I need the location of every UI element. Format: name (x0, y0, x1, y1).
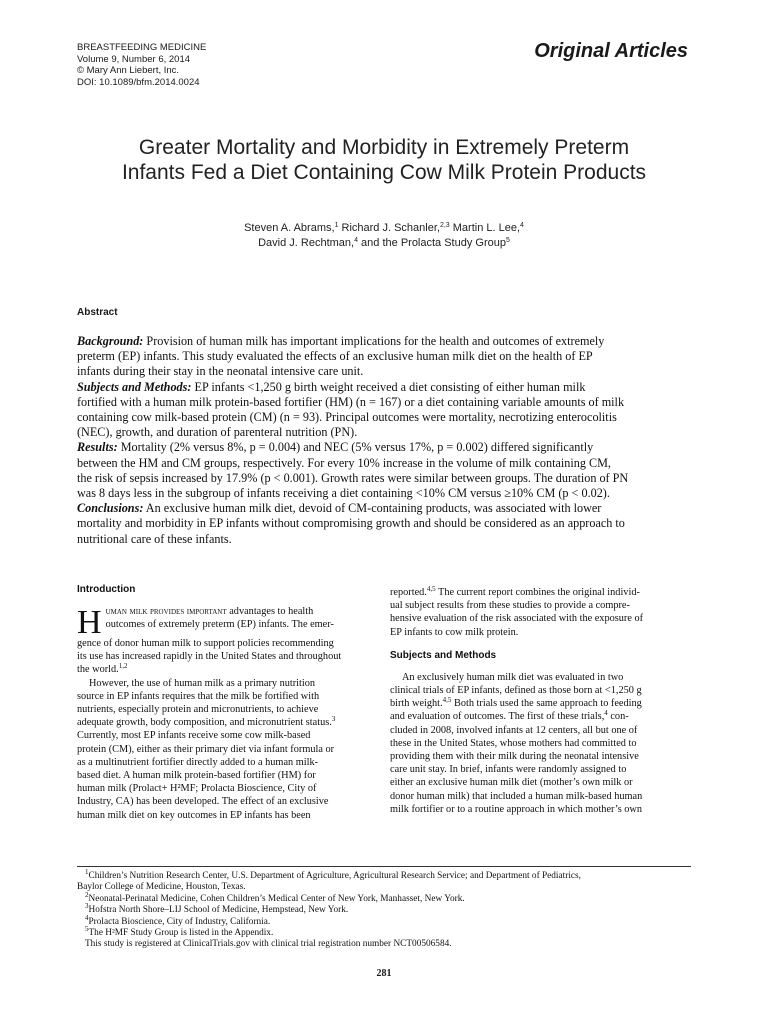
abstract-line: Subjects and Methods: EP infants <1,250 g birth weight received a diet consisting of either human milk (77, 379, 586, 394)
author-lee: Martin L. Lee, (449, 222, 521, 234)
journal-name: BREASTFEEDING MEDICINE (77, 42, 207, 53)
abstract-line: the risk of sepsis increased by 17.9% (p < 0.001). Growth rates were similar between groups. The duration of PN (77, 470, 629, 485)
methods-label: Subjects and Methods: (77, 379, 192, 394)
introduction-heading: Introduction (77, 584, 136, 595)
left-column (77, 583, 375, 822)
author-rechtman: David J. Rechtman, (258, 237, 355, 249)
abstract-line: Conclusions: An exclusive human milk diet, devoid of CM-containing products, was associated with lower (77, 501, 602, 516)
abstract-line: Results: Mortality (2% versus 8%, p = 0.004) and NEC (5% versus 17%, p = 0.002) differed significantly (77, 440, 594, 455)
abstract-line: mortality and morbidity in EP infants without compromising growth and should be considered as an approach to (77, 516, 625, 531)
citation-ref: 4,5 (426, 585, 436, 593)
intro-paragraph-2: However, the use of human milk as a primary nutrition source in EP infants requires that the milk be fortified with nutrients, especially protein and micronutrients, to achieve adequate growth, body composition, and micronutrient status.$^3$ (77, 677, 336, 729)
title-line-1: Greater Mortality and Morbidity in Extremely Preterm (138, 136, 630, 159)
abstract-line: Background: Provision of human milk has important implications for the health and outcomes of extremely (77, 334, 605, 348)
intro-paragraph-1: H uman milk provides important advantages to health outcomes of extremely preterm (EP) infants. The emer- gence of donor human milk to support policies recommending its use has increased rapidly in the United States and throughout the world.$^{1,2}$ (77, 604, 342, 676)
results-label: Results: (77, 440, 118, 455)
footnote-4: $^4$Prolacta Bioscience, City of Industry, California. (85, 913, 271, 927)
abstract-heading: Abstract (77, 307, 118, 318)
page-number: 281 (376, 968, 392, 979)
abstract-line: infants during their stay in the neonatal intensive care unit. (77, 364, 364, 379)
footnote-3: $^3$Hofstra North Shore–LIJ School of Medicine, Hempstead, New York. (85, 902, 349, 916)
footnote-1: $^1$Children’s Nutrition Research Center, U.S. Department of Agriculture, Agricultural Research Service; and Department of Pediatrics, (85, 868, 581, 881)
methods-paragraph: An exclusively human milk diet was evaluated in two clinical trials of EP infants, defined as those born at <1,250 g birth weight.$^{4,5}$ Both trials used the same approach to feeding and evaluation of outcomes. The first of these trials,$^4$ con- cluded in 2008, involved infants at 12 centers, all but one of these in the United States, whose mothers had committed to providing them with their milk during the neonatal intensive care unit stay. In brief, infants were randomly assigned to either an exclusive human milk diet (mother’s own milk or donor human milk) that included a human milk-based human milk fortifier or to a routine approach in which mother’s own (390, 671, 643, 815)
right-column (390, 586, 692, 816)
author-line-2 (120, 236, 648, 251)
conclusions-label: Conclusions: (77, 501, 144, 516)
affiliation-ref: 4 (354, 237, 358, 244)
abstract-line: preterm (EP) infants. This study evaluated the effects of an exclusive human milk diet on the health of EP (77, 349, 593, 364)
title-line-2: Infants Fed a Diet Containing Cow Milk Protein Products (121, 161, 647, 184)
section-label: Original Articles (534, 40, 688, 62)
journal-volume: Volume 9, Number 6, 2014 (77, 53, 191, 65)
journal-doi[interactable]: DOI: 10.1089/bfm.2014.0024 (77, 76, 200, 88)
abstract-line: between the HM and CM groups, respectively. For every 10% increase in the volume of milk containing CM, (77, 455, 611, 470)
methods-heading: Subjects and Methods (390, 649, 497, 661)
abstract-line: containing cow milk-based protein (CM) (n = 93). Principal outcomes were mortality, necrotizing enterocolitis (77, 410, 617, 425)
affiliation-ref: 5 (505, 237, 510, 244)
author-study-group: and the Prolacta Study Group (358, 237, 506, 249)
citation-ref: 1,2 (118, 662, 128, 671)
journal-info (77, 42, 206, 88)
affiliation-ref: 1 (334, 222, 339, 229)
footnote-divider (77, 866, 691, 867)
citation-ref: 4 (604, 709, 608, 718)
intro-paragraph-3: Currently, most EP infants receive some cow milk-based protein (CM), either as their primary diet via infant formula or as a multinutrient fortifier directly added to a human milk- based diet. A human milk protein-based fortifier (HM) for human milk (Prolact+ H²MF; Prolacta Bioscience, City of Industry, CA) has been developed. The effect of an exclusive human milk diet on key outcomes in EP infants has been (77, 730, 335, 821)
author-abrams: Steven A. Abrams, (244, 222, 335, 234)
abstract-line: fortified with a human milk protein-based fortifier (HM) (n = 167) or a diet containing variable amounts of milk (77, 394, 625, 409)
affiliation-ref: 4 (520, 222, 524, 229)
author-schanler: Richard J. Schanler, (338, 222, 440, 234)
footnote-1-cont: Baylor College of Medicine, Houston, Texas. (77, 882, 246, 893)
citation-ref: 3 (331, 715, 336, 724)
footnote-2: $^2$Neonatal-Perinatal Medicine, Cohen Children’s Medical Center of New York, Manhasset, New York. (85, 890, 465, 904)
article-title (70, 135, 698, 185)
abstract-line: was 8 days less in the subgroup of infants receiving a diet containing <10% CM versus ≥10% CM (p < 0.02). (77, 486, 610, 501)
abstract-body (77, 334, 691, 547)
abstract-line: nutritional care of these infants. (77, 531, 232, 546)
intro-continuation: reported.$^{4,5}$ The current report combines the original individ- ual subject results from these studies to provide a compre- hensive evaluation of the risk associated with the exposure of EP infants to cow milk protein. (390, 585, 644, 638)
journal-copyright: © Mary Ann Liebert, Inc. (77, 65, 180, 76)
abstract-line: (NEC), growth, and duration of parenteral nutrition (PN). (77, 425, 358, 440)
author-list (120, 221, 648, 251)
drop-cap: H (77, 604, 102, 641)
footnotes (77, 868, 691, 951)
background-label: Background: (77, 334, 144, 348)
affiliation-ref: 2,3 (439, 222, 450, 229)
author-line-1 (120, 221, 648, 236)
citation-ref: 4,5 (442, 696, 452, 705)
footnote-5: $^5$The H²MF Study Group is listed in the Appendix. (85, 925, 274, 939)
trial-registration: This study is registered at ClinicalTrials.gov with clinical trial registration number NCT00506584. (85, 939, 452, 950)
